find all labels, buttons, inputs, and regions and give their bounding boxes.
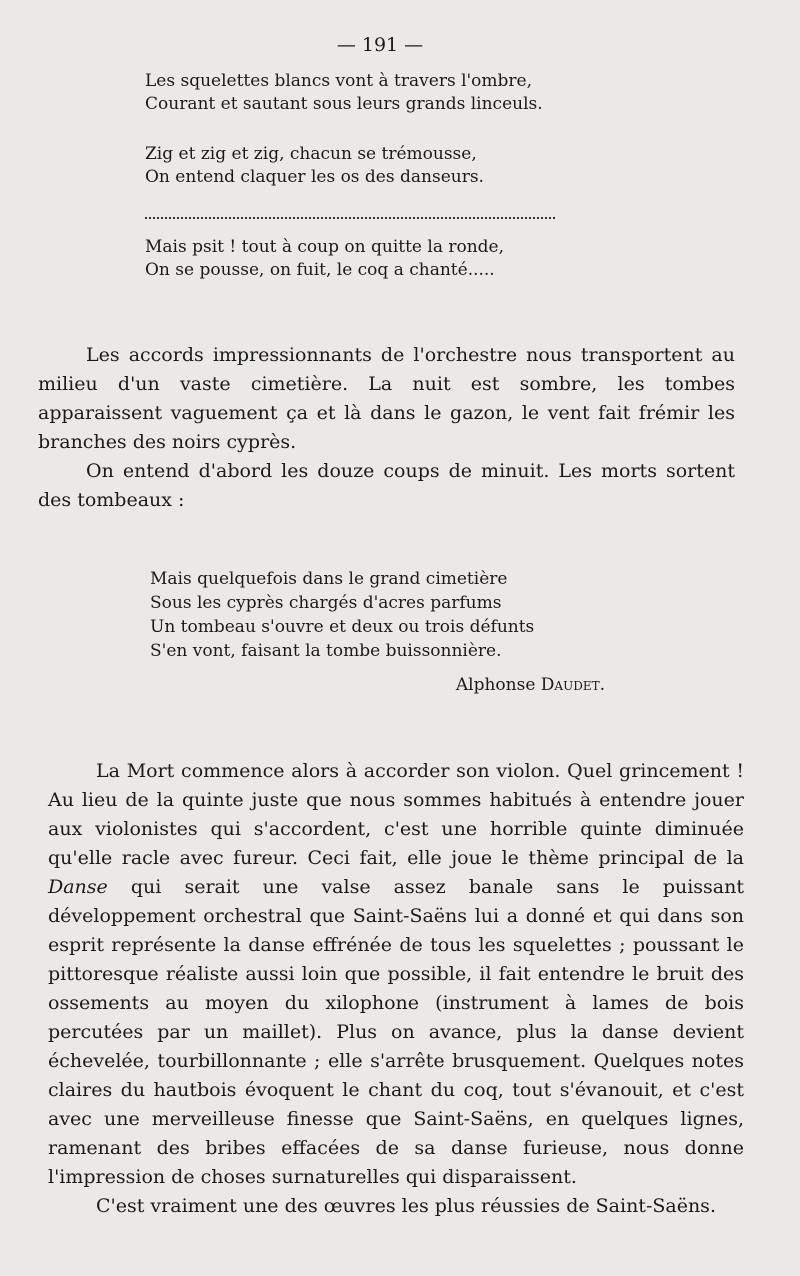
verse-line: On se pousse, on fuit, le coq a chanté..... [145, 260, 495, 280]
verse-line: Mais quelquefois dans le grand cimetière [150, 569, 508, 589]
prose-section-1 [38, 341, 735, 515]
poem-quote [150, 567, 534, 663]
poem-stanza-3 [145, 236, 504, 282]
italic-title: Danse [48, 876, 108, 898]
poem-attribution [0, 675, 605, 695]
page-number: — 191 — [336, 34, 424, 56]
verse-line: Zig et zig et zig, chacun se trémousse, [145, 144, 477, 164]
paragraph: On entend d'abord les douze coups de minuit. Les morts sortent des tombeaux : [38, 460, 735, 511]
poem-stanza-1 [145, 70, 543, 116]
ellipsis-divider [145, 217, 555, 219]
poem-stanza-2 [145, 143, 484, 189]
prose-section-2 [48, 757, 744, 1221]
paragraph-text: La Mort commence alors à accorder son violon. Quel grincement ! Au lieu de la quinte juste que nous sommes habitués à entendre jouer aux violonistes qui s'accordent, c'est une horrible quinte diminuée qu'elle racle avec fureur. Ceci fait, elle joue le thème principal de la [48, 760, 744, 869]
paragraph: Les accords impressionnants de l'orchestre nous transportent au milieu d'un vaste cimetière. La nuit est sombre, les tombes apparaissent vaguement ça et là dans le gazon, le vent fait frémir les branches des noirs cyprès. [38, 344, 735, 453]
paragraph [48, 757, 744, 1192]
verse-line: Sous les cyprès chargés d'acres parfums [150, 593, 502, 613]
verse-line: Mais psit ! tout à coup on quitte la ronde, [145, 237, 505, 257]
paragraph-text: qui serait une valse assez banale sans le puissant développement orchestral que Saint-Saëns lui a donné et qui dans son esprit représente la danse effrénée de tous les squelettes ; poussant le pittoresque réaliste aussi loin que possible, il fait entendre le bruit des ossements au moyen du xilophone (instrument à lames de bois percutées par un maillet). Plus on avance, plus la danse devient échevelée, tourbillonnante ; elle s'arrête brusquement. Quelques notes claires du hautbois évoquent le chant du coq, tout s'évanouit, et c'est avec une merveilleuse finesse que Saint-Saëns, en quelques lignes, ramenant des bribes effacées de sa danse furieuse, nous donne l'impression de choses surnaturelles qui disparaissent. [48, 876, 745, 1188]
verse-line: S'en vont, faisant la tombe buissonnière. [150, 641, 502, 661]
paragraph: C'est vraiment une des œuvres les plus réussies de Saint-Saëns. [96, 1195, 716, 1217]
verse-line: Courant et sautant sous leurs grands linceuls. [145, 94, 543, 114]
verse-line: Les squelettes blancs vont à travers l'ombre, [145, 71, 533, 91]
verse-line: Un tombeau s'ouvre et deux ou trois défunts [150, 617, 535, 637]
author-last-name: Daudet. [540, 675, 605, 695]
author-first-name: Alphonse [455, 675, 536, 695]
verse-line: On entend claquer les os des danseurs. [145, 167, 484, 187]
